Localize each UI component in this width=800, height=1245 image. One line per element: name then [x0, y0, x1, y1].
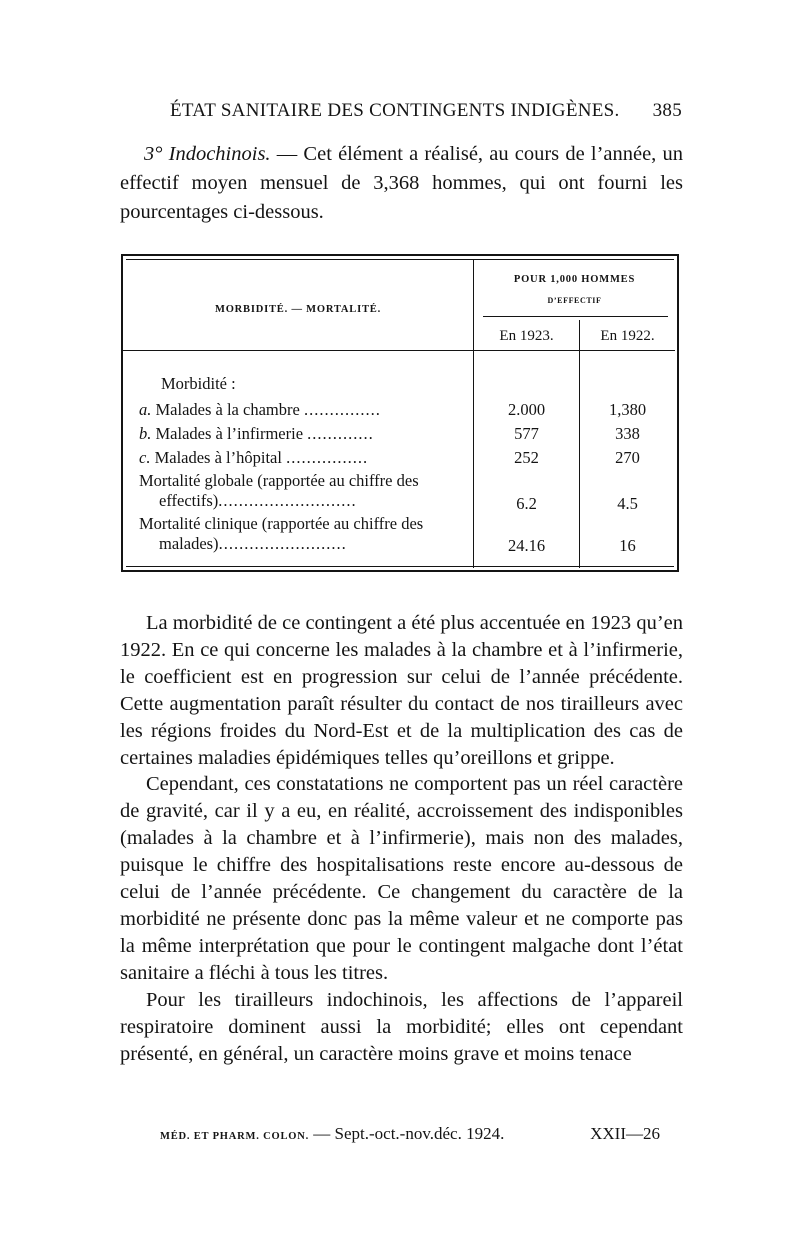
- paragraph: Pour les tirailleurs indochinois, les affections de l’appareil respiratoire dominent aussi la morbidité; elles ont cependant présenté, en général, un caractère moins grave et moins tenace: [120, 988, 683, 1065]
- effectif-subheader: D’EFFECTIF: [547, 296, 602, 305]
- value-1922: 270: [615, 448, 640, 467]
- section-label: 3° Indochinois.: [144, 143, 271, 165]
- value-1923: 2.000: [507, 400, 546, 419]
- paragraph: La morbidité de ce contingent a été plus accentuée en 1923 qu’en 1922. En ce qui concerne les malades à la chambre et à l’infirmerie, le coefficient est en progression sur celui de l’année précédente. Cette augmentation paraît résulter du contact de nos tirailleurs avec les régions froides du Nord-Est et de la multiplication des cas de certaines maladies épidémiques telles qu’oreillons et grippe.: [120, 612, 683, 769]
- year-divider: [579, 320, 580, 568]
- issue-date: — Sept.-oct.-nov.déc. 1924.: [313, 1124, 505, 1143]
- table-inner-bottom-rule: [126, 566, 674, 567]
- header-rule-left: [123, 350, 473, 351]
- value-1923: 24.16: [507, 536, 546, 555]
- paragraph: Cependant, ces constatations ne comportent pas un réel caractère de gravité, car il y a eu, en réalité, accroissement des indisponibles (malades à la chambre et à l’infirmerie), mais non des malades, puisque le chiffre des hospitalisations reste encore au-dessous de celui de l’année précédente. Ce changement du caractère de la morbidité ne présente donc pas la même valeur et ne comporte pas la même interprétation que pour le contingent malgache dont l’état sanitaire a fléchi à tous les titres.: [120, 773, 683, 984]
- year-1922-header: En 1922.: [600, 328, 655, 344]
- value-1923: 252: [514, 448, 539, 467]
- running-title: ÉTAT SANITAIRE DES CONTINGENTS INDIGÈNES.: [170, 100, 620, 121]
- value-1922: 1,380: [608, 400, 647, 419]
- per-thousand-header: POUR 1,000 HOMMES: [513, 274, 636, 285]
- value-1923: 577: [514, 424, 539, 443]
- year-1923-header: En 1923.: [499, 328, 554, 344]
- header-rule-years: [474, 350, 675, 351]
- morbidity-mortality-header: MORBIDITÉ. — MORTALITÉ.: [214, 304, 382, 315]
- journal-name: MÉD. ET PHARM. COLON.: [160, 1131, 310, 1142]
- table-row-label: a. Malades à la chambre ...............: [139, 400, 381, 419]
- body-text: [120, 610, 683, 1067]
- table-inner-top-rule: [126, 259, 674, 260]
- value-1922: 4.5: [617, 494, 638, 513]
- statistics-table: [121, 254, 679, 572]
- value-1922: 16: [619, 536, 636, 555]
- page-header: [170, 100, 682, 122]
- page-number: 385: [652, 100, 682, 121]
- intro-text: — Cet élément a réalisé, au cours de l’année, un effectif moyen mensuel de 3,368 hommes, qui ont fourni les pourcentages ci-dessous.: [120, 143, 683, 223]
- signature-mark: XXII—26: [590, 1124, 660, 1143]
- value-1923: 6.2: [516, 494, 537, 513]
- page-footer: [160, 1124, 660, 1144]
- header-rule-right: [483, 316, 668, 317]
- table-row-label: c. Malades à l’hôpital ................: [139, 448, 369, 467]
- intro-paragraph: [120, 140, 683, 227]
- morbidity-section-title: Morbidité :: [161, 374, 236, 393]
- mortality-global-label: Mortalité globale (rapportée au chiffre des effectifs)...........................: [139, 471, 419, 510]
- table-row-label: b. Malades à l’infirmerie .............: [139, 424, 374, 443]
- value-1922: 338: [615, 424, 640, 443]
- mortality-clinical-label: Mortalité clinique (rapportée au chiffre des malades).........................: [139, 514, 424, 553]
